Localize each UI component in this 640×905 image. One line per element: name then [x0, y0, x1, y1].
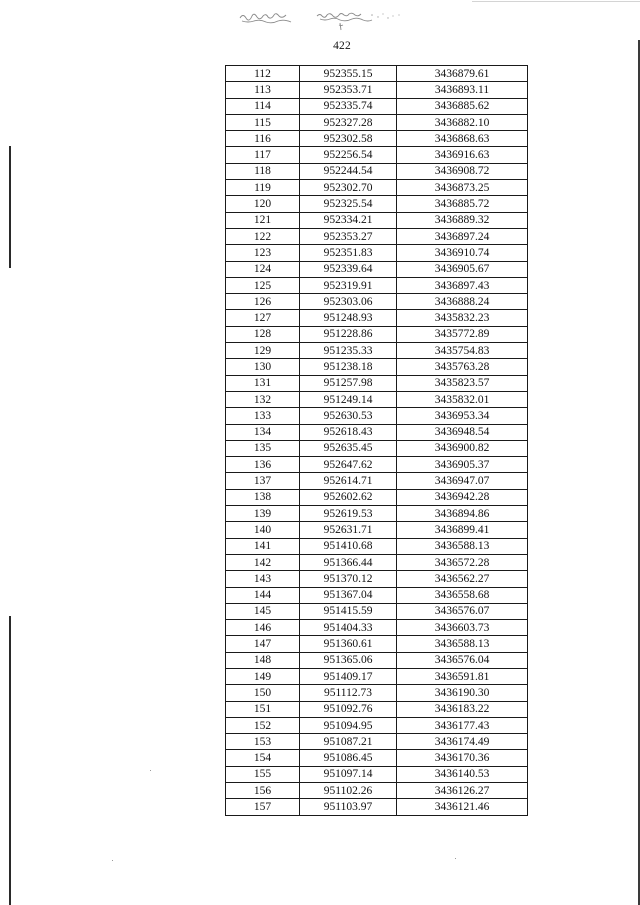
table-row: [226, 343, 528, 359]
x-coordinate-cell: 952630.53: [300, 408, 397, 424]
scan-edge-mark-lower: [9, 616, 11, 905]
x-coordinate-cell: 951235.33: [300, 343, 397, 359]
point-number-cell: 124: [226, 261, 300, 277]
y-coordinate-cell: 3436888.24: [397, 294, 528, 310]
x-coordinate-cell: 951103.97: [300, 799, 397, 815]
y-coordinate-cell: 3436174.49: [397, 734, 528, 750]
table-row: [226, 98, 528, 114]
table-row: [226, 766, 528, 782]
y-coordinate-cell: 3436942.28: [397, 489, 528, 505]
table-row: [226, 489, 528, 505]
y-coordinate-cell: 3436588.13: [397, 636, 528, 652]
table-row: [226, 457, 528, 473]
y-coordinate-cell: 3436899.41: [397, 522, 528, 538]
x-coordinate-cell: 951365.06: [300, 652, 397, 668]
y-coordinate-cell: 3436879.61: [397, 66, 528, 82]
y-coordinate-cell: 3436953.34: [397, 408, 528, 424]
table-row: [226, 717, 528, 733]
y-coordinate-cell: 3435832.23: [397, 310, 528, 326]
coordinates-table-body: [226, 66, 528, 816]
y-coordinate-cell: 3435763.28: [397, 359, 528, 375]
y-coordinate-cell: 3436947.07: [397, 473, 528, 489]
point-number-cell: 134: [226, 424, 300, 440]
x-coordinate-cell: 951249.14: [300, 391, 397, 407]
coordinates-table: [225, 65, 528, 816]
scan-speck: [150, 770, 151, 771]
table-row: [226, 359, 528, 375]
point-number-cell: 118: [226, 163, 300, 179]
point-number-cell: 126: [226, 294, 300, 310]
table-row: [226, 408, 528, 424]
table-row: [226, 506, 528, 522]
table-row: [226, 277, 528, 293]
x-coordinate-cell: 952256.54: [300, 147, 397, 163]
table-row: [226, 652, 528, 668]
x-coordinate-cell: 951092.76: [300, 701, 397, 717]
table-row: [226, 783, 528, 799]
point-number-cell: 146: [226, 620, 300, 636]
y-coordinate-cell: 3436588.13: [397, 538, 528, 554]
point-number-cell: 139: [226, 506, 300, 522]
x-coordinate-cell: 951086.45: [300, 750, 397, 766]
table-row: [226, 131, 528, 147]
x-coordinate-cell: 951087.21: [300, 734, 397, 750]
table-row: [226, 668, 528, 684]
table-row: [226, 326, 528, 342]
y-coordinate-cell: 3436170.36: [397, 750, 528, 766]
point-number-cell: 140: [226, 522, 300, 538]
y-coordinate-cell: 3436562.27: [397, 571, 528, 587]
x-coordinate-cell: 952631.71: [300, 522, 397, 538]
x-coordinate-cell: 952335.74: [300, 98, 397, 114]
y-coordinate-cell: 3436897.43: [397, 277, 528, 293]
point-number-cell: 133: [226, 408, 300, 424]
x-coordinate-cell: 952602.62: [300, 489, 397, 505]
x-coordinate-cell: 952353.71: [300, 82, 397, 98]
point-number-cell: 153: [226, 734, 300, 750]
table-row: [226, 66, 528, 82]
y-coordinate-cell: 3436140.53: [397, 766, 528, 782]
x-coordinate-cell: 952635.45: [300, 440, 397, 456]
y-coordinate-cell: 3436905.67: [397, 261, 528, 277]
point-number-cell: 143: [226, 571, 300, 587]
point-number-cell: 152: [226, 717, 300, 733]
y-coordinate-cell: 3436868.63: [397, 131, 528, 147]
table-row: [226, 603, 528, 619]
x-coordinate-cell: 952351.83: [300, 245, 397, 261]
x-coordinate-cell: 951360.61: [300, 636, 397, 652]
table-row: [226, 228, 528, 244]
y-coordinate-cell: 3436873.25: [397, 180, 528, 196]
x-coordinate-cell: 951370.12: [300, 571, 397, 587]
point-number-cell: 157: [226, 799, 300, 815]
table-row: [226, 473, 528, 489]
table-row: [226, 636, 528, 652]
point-number-cell: 145: [226, 603, 300, 619]
scan-edge-mark-upper: [9, 146, 11, 268]
y-coordinate-cell: 3436576.07: [397, 603, 528, 619]
x-coordinate-cell: 951097.14: [300, 766, 397, 782]
x-coordinate-cell: 951112.73: [300, 685, 397, 701]
table-row: [226, 799, 528, 815]
point-number-cell: 113: [226, 82, 300, 98]
point-number-cell: 117: [226, 147, 300, 163]
table-row: [226, 685, 528, 701]
x-coordinate-cell: 951409.17: [300, 668, 397, 684]
x-coordinate-cell: 951238.18: [300, 359, 397, 375]
y-coordinate-cell: 3436126.27: [397, 783, 528, 799]
y-coordinate-cell: 3435832.01: [397, 391, 528, 407]
y-coordinate-cell: 3436885.72: [397, 196, 528, 212]
x-coordinate-cell: 952619.53: [300, 506, 397, 522]
table-row: [226, 212, 528, 228]
y-coordinate-cell: 3436897.24: [397, 228, 528, 244]
point-number-cell: 155: [226, 766, 300, 782]
table-row: [226, 522, 528, 538]
point-number-cell: 132: [226, 391, 300, 407]
x-coordinate-cell: 952614.71: [300, 473, 397, 489]
point-number-cell: 138: [226, 489, 300, 505]
x-coordinate-cell: 952647.62: [300, 457, 397, 473]
x-coordinate-cell: 952334.21: [300, 212, 397, 228]
y-coordinate-cell: 3436889.32: [397, 212, 528, 228]
point-number-cell: 137: [226, 473, 300, 489]
scribble-mark: [222, 6, 412, 32]
y-coordinate-cell: 3436910.74: [397, 245, 528, 261]
table-row: [226, 538, 528, 554]
x-coordinate-cell: 952339.64: [300, 261, 397, 277]
y-coordinate-cell: 3436183.22: [397, 701, 528, 717]
table-row: [226, 147, 528, 163]
point-number-cell: 115: [226, 114, 300, 130]
table-row: [226, 245, 528, 261]
x-coordinate-cell: 951367.04: [300, 587, 397, 603]
y-coordinate-cell: 3436576.04: [397, 652, 528, 668]
table-row: [226, 163, 528, 179]
point-number-cell: 141: [226, 538, 300, 554]
point-number-cell: 154: [226, 750, 300, 766]
y-coordinate-cell: 3436916.63: [397, 147, 528, 163]
point-number-cell: 116: [226, 131, 300, 147]
point-number-cell: 129: [226, 343, 300, 359]
table-row: [226, 375, 528, 391]
y-coordinate-cell: 3436603.73: [397, 620, 528, 636]
x-coordinate-cell: 952302.70: [300, 180, 397, 196]
x-coordinate-cell: 951094.95: [300, 717, 397, 733]
x-coordinate-cell: 951248.93: [300, 310, 397, 326]
table-row: [226, 620, 528, 636]
y-coordinate-cell: 3436908.72: [397, 163, 528, 179]
y-coordinate-cell: 3436905.37: [397, 457, 528, 473]
point-number-cell: 123: [226, 245, 300, 261]
y-coordinate-cell: 3435772.89: [397, 326, 528, 342]
point-number-cell: 131: [226, 375, 300, 391]
y-coordinate-cell: 3436900.82: [397, 440, 528, 456]
point-number-cell: 147: [226, 636, 300, 652]
table-row: [226, 734, 528, 750]
x-coordinate-cell: 952319.91: [300, 277, 397, 293]
table-row: [226, 114, 528, 130]
x-coordinate-cell: 952355.15: [300, 66, 397, 82]
x-coordinate-cell: 951410.68: [300, 538, 397, 554]
table-row: [226, 424, 528, 440]
y-coordinate-cell: 3435823.57: [397, 375, 528, 391]
x-coordinate-cell: 952618.43: [300, 424, 397, 440]
x-coordinate-cell: 952353.27: [300, 228, 397, 244]
y-coordinate-cell: 3436558.68: [397, 587, 528, 603]
y-coordinate-cell: 3436190.30: [397, 685, 528, 701]
table-row: [226, 294, 528, 310]
table-row: [226, 196, 528, 212]
page-number: 422: [333, 40, 351, 52]
x-coordinate-cell: 951102.26: [300, 783, 397, 799]
x-coordinate-cell: 951415.59: [300, 603, 397, 619]
x-coordinate-cell: 952303.06: [300, 294, 397, 310]
point-number-cell: 112: [226, 66, 300, 82]
point-number-cell: 135: [226, 440, 300, 456]
y-coordinate-cell: 3436948.54: [397, 424, 528, 440]
table-row: [226, 587, 528, 603]
point-number-cell: 119: [226, 180, 300, 196]
x-coordinate-cell: 951404.33: [300, 620, 397, 636]
scan-edge-line: [472, 1, 640, 2]
point-number-cell: 122: [226, 228, 300, 244]
point-number-cell: 144: [226, 587, 300, 603]
point-number-cell: 149: [226, 668, 300, 684]
table-row: [226, 310, 528, 326]
point-number-cell: 156: [226, 783, 300, 799]
point-number-cell: 148: [226, 652, 300, 668]
table-row: [226, 750, 528, 766]
point-number-cell: 142: [226, 554, 300, 570]
scan-speck: [455, 858, 456, 859]
y-coordinate-cell: 3436121.46: [397, 799, 528, 815]
handwritten-annotation: [222, 6, 412, 32]
point-number-cell: 121: [226, 212, 300, 228]
table-row: [226, 440, 528, 456]
point-number-cell: 120: [226, 196, 300, 212]
x-coordinate-cell: 951228.86: [300, 326, 397, 342]
y-coordinate-cell: 3436591.81: [397, 668, 528, 684]
table-row: [226, 554, 528, 570]
table-row: [226, 571, 528, 587]
y-coordinate-cell: 3436882.10: [397, 114, 528, 130]
x-coordinate-cell: 951257.98: [300, 375, 397, 391]
point-number-cell: 125: [226, 277, 300, 293]
point-number-cell: 128: [226, 326, 300, 342]
x-coordinate-cell: 952327.28: [300, 114, 397, 130]
table-row: [226, 391, 528, 407]
x-coordinate-cell: 951366.44: [300, 554, 397, 570]
scan-speck: [112, 860, 113, 861]
y-coordinate-cell: 3436885.62: [397, 98, 528, 114]
point-number-cell: 130: [226, 359, 300, 375]
y-coordinate-cell: 3436894.86: [397, 506, 528, 522]
x-coordinate-cell: 952302.58: [300, 131, 397, 147]
point-number-cell: 136: [226, 457, 300, 473]
table-row: [226, 261, 528, 277]
y-coordinate-cell: 3436177.43: [397, 717, 528, 733]
point-number-cell: 150: [226, 685, 300, 701]
table-row: [226, 180, 528, 196]
table-row: [226, 701, 528, 717]
point-number-cell: 151: [226, 701, 300, 717]
point-number-cell: 127: [226, 310, 300, 326]
table-row: [226, 82, 528, 98]
x-coordinate-cell: 952244.54: [300, 163, 397, 179]
point-number-cell: 114: [226, 98, 300, 114]
x-coordinate-cell: 952325.54: [300, 196, 397, 212]
y-coordinate-cell: 3435754.83: [397, 343, 528, 359]
y-coordinate-cell: 3436572.28: [397, 554, 528, 570]
y-coordinate-cell: 3436893.11: [397, 82, 528, 98]
